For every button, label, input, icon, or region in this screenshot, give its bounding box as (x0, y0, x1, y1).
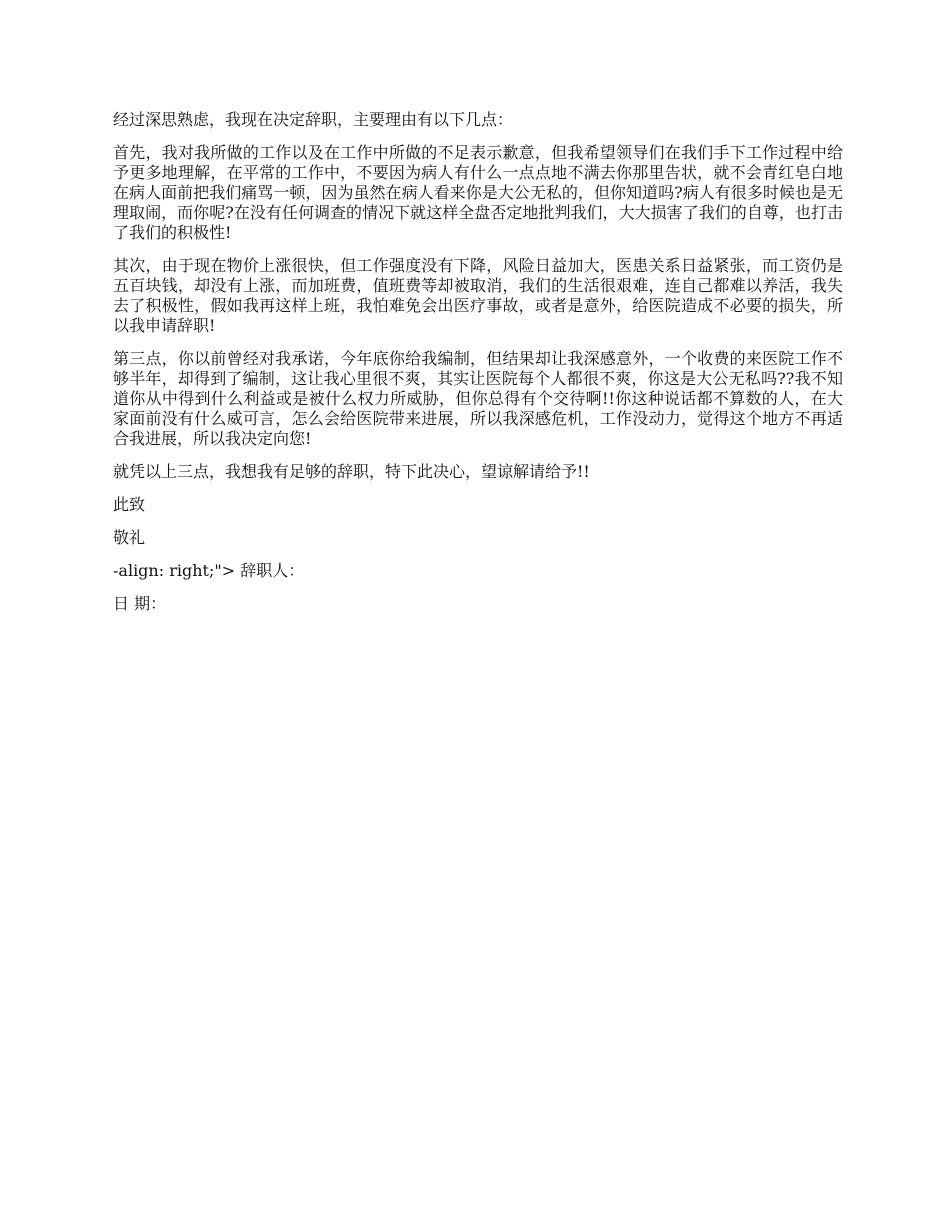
closing-salutation: 此致 (113, 495, 146, 514)
signature-line: -align: right;"> 辞职人： (113, 561, 305, 580)
closing-regards: 敬礼 (113, 528, 146, 547)
conclusion-paragraph: 就凭以上三点，我想我有足够的辞职，特下此决心，望谅解请给予!! (113, 462, 590, 481)
reason-paragraph-1: 首先，我对我所做的工作以及在工作中所做的不足表示歉意，但我希望领导们在我们手下工作过程中给予更多地理解，在平常的工作中，不要因为病人有什么一点点地不满去你那里告状，就不会青红皂白地在病人面前把我们痛骂一顿，因为虽然在病人看来你是大公无私的，但你知道吗?病人有很多时候也是无理取闹，而你呢?在没有任何调查的情况下就这样全盘否定地批判我们，大大损害了我们的自尊，也打击了我们的积极性! (113, 143, 843, 242)
reason-paragraph-2: 其次，由于现在物价上涨很快，但工作强度没有下降，风险日益加大，医患关系日益紧张，而工资仍是五百块钱，却没有上涨，而加班费，值班费等却被取消，我们的生活很艰难，连自己都难以养活，我失去了积极性，假如我再这样上班，我怕难免会出医疗事故，或者是意外，给医院造成不必要的损失，所以我申请辞职! (113, 256, 843, 335)
date-line: 日 期： (113, 594, 167, 613)
resignation-letter (113, 110, 843, 627)
reason-paragraph-3: 第三点，你以前曾经对我承诺，今年底你给我编制，但结果却让我深感意外，一个收费的来医院工作不够半年，却得到了编制，这让我心里很不爽，其实让医院每个人都很不爽，你这是大公无私吗??我不知道你从中得到什么利益或是被什么权力所威胁，但你总得有个交待啊!!你这种说话都不算数的人，在大家面前没有什么威可言，怎么会给医院带来进展，所以我深感危机，工作没动力，觉得这个地方不再适合我进展，所以我决定向您! (113, 349, 843, 448)
intro-paragraph: 经过深思熟虑，我现在决定辞职，主要理由有以下几点： (113, 110, 514, 129)
